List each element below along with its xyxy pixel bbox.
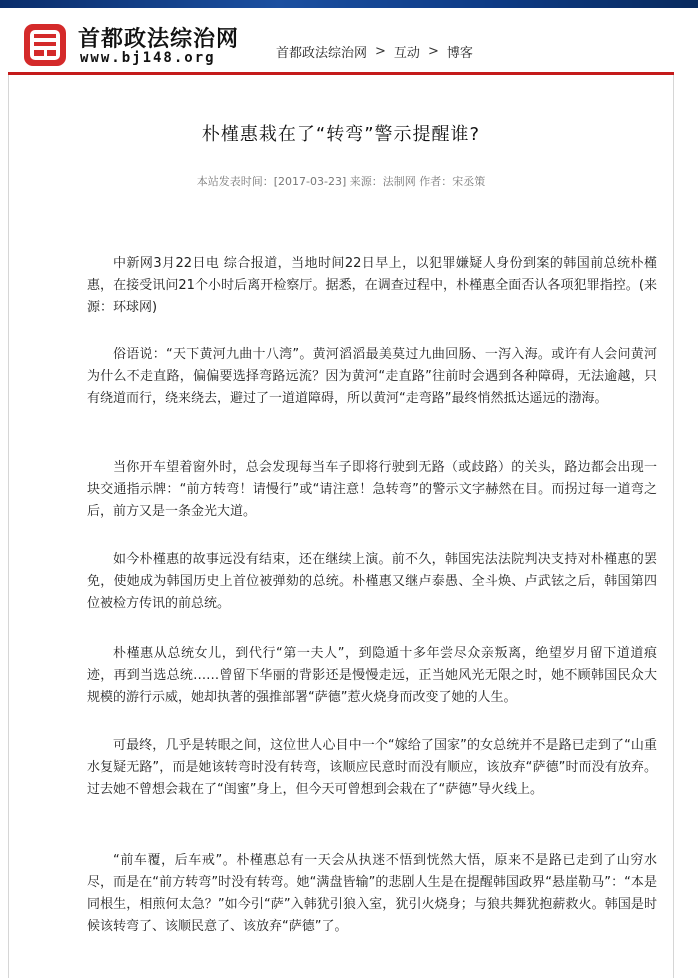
chevron-right-icon: > — [375, 44, 386, 59]
article-paragraph: 可最终，几乎是转眼之间，这位世人心目中一个“嫁给了国家”的女总统并不是路已走到了“山重水复疑无路”，而是她该转弯时没有转弯，该顺应民意时而没有顺应，该放弃“萨德”时而没有放弃。过去她不曾想会栽在了“闺蜜”身上，但今天可曾想到会栽在了“萨德”导火线上。 — [87, 738, 657, 797]
chevron-right-icon: > — [427, 44, 439, 59]
site-logo-icon[interactable] — [22, 22, 68, 68]
article-container — [8, 75, 674, 978]
article-paragraph: 朴槿惠从总统女儿，到代行“第一夫人”，到隐遁十多年尝尽众亲叛离，绝望岁月留下道道痕迹，再到当选总统……曾留下华丽的背影还是慢慢走远，正当她风光无限之时，她不顾韩国民众大规模的游行示威，她却执著的强推部署“萨德”惹火烧身而改变了她的人生。 — [87, 646, 657, 705]
site-name[interactable]: 首都政法综治网 — [78, 27, 240, 52]
article-paragraph: 如今朴槿惠的故事远没有结束，还在继续上演。前不久，韩国宪法法院判决支持对朴槿惠的罢免，使她成为韩国历史上首位被弹劾的总统。朴槿惠又继卢泰愚、全斗焕、卢武铉之后，韩国第四位被检方传讯的前总统。 — [87, 552, 657, 611]
article-paragraph: 俗语说：“天下黄河九曲十八湾”。黄河滔滔最美莫过九曲回肠、一泻入海。或许有人会问黄河为什么不走直路，偏偏要选择弯路远流？因为黄河“走直路”往前时会遇到各种障碍，无法逾越，只有绕道而行，绕来绕去，避过了一道道障碍，所以黄河“走弯路”最终悄然抵达遥远的渤海。 — [87, 347, 657, 406]
site-url[interactable]: www.bj148.org — [80, 50, 216, 66]
article-paragraph: 当你开车望着窗外时，总会发现每当车子即将行驶到无路（或歧路）的关头，路边都会出现一块交通指示牌：“前方转弯！请慢行”或“请注意！急转弯”的警示文字赫然在目。而拐过每一道弯之后，前方又是一条金光大道。 — [87, 460, 657, 519]
site-header — [0, 8, 698, 74]
article-paragraph: “前车覆，后车戒”。朴槿惠总有一天会从执迷不悟到恍然大悟，原来不是路已走到了山穷水尽，而是在“前方转弯”时没有转弯。她“满盘皆输”的悲剧人生是在提醒韩国政界“悬崖勒马”：“本是同根生，相煎何太急？”如今引“萨”入韩犹引狼入室，犹引火烧身；与狼共舞犹抱薪救火。韩国是时候该转弯了、该顺民意了、该放弃“萨德”了。 — [87, 853, 657, 934]
article-meta: 本站发表时间：[2017-03-23] 来源：法制网 作者：宋丞策 — [196, 175, 486, 188]
breadcrumb — [276, 42, 473, 61]
article-title: 朴槿惠栽在了“转弯”警示提醒谁? — [201, 124, 481, 145]
article-paragraph: 中新网3月22日电 综合报道，当地时间22日早上，以犯罪嫌疑人身份到案的韩国前总统朴槿惠，在接受讯问21个小时后离开检察厅。据悉，在调查过程中，朴槿惠全面否认各项犯罪指控。(来源：环球网) — [87, 256, 657, 315]
breadcrumb-blog[interactable]: 博客 — [446, 46, 473, 61]
breadcrumb-home[interactable]: 首都政法综治网 — [276, 46, 368, 61]
top-banner-strip — [0, 0, 698, 8]
breadcrumb-interaction[interactable]: 互动 — [393, 46, 420, 61]
